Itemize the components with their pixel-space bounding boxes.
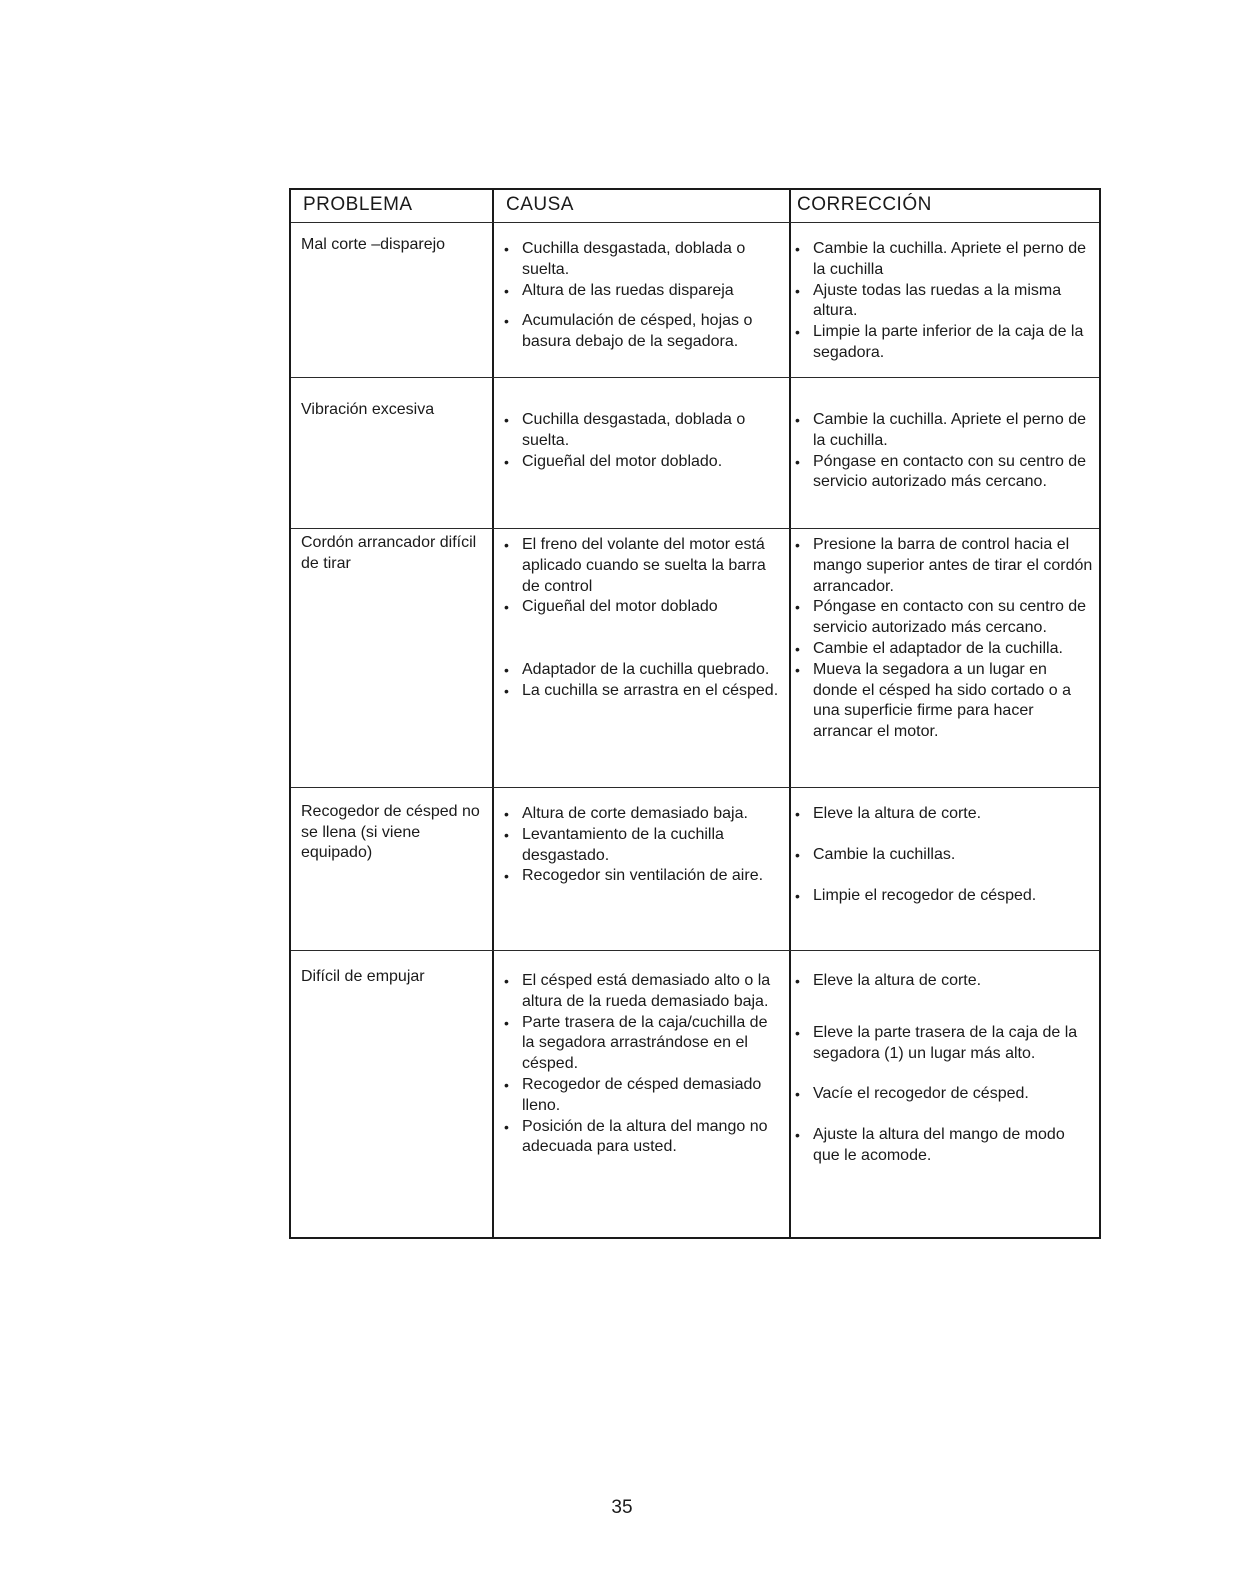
page-number: 35 [611,1497,633,1518]
correction-item: • Póngase en contacto con su centro de servicio autorizado más cercano. [795,452,1093,494]
correction-item: • Mueva la segadora a un lugar en donde el césped ha sido cortado o a una superficie firme para hacer arrancar el motor. [795,660,1093,743]
correction-cell [791,951,1099,1237]
cause-item: • El césped está demasiado alto o la altura de la rueda demasiado baja. [504,971,783,1013]
problem-cell: Recogedor de césped no se llena (si viene equipado) [291,788,494,950]
cause-cell [494,378,791,528]
correction-item: • Eleve la altura de corte. [795,804,1093,825]
correction-item: • Limpie el recogedor de césped. [795,886,1093,907]
problem-cell: Vibración excesiva [291,378,494,528]
cause-item: • Posición de la altura del mango no adecuada para usted. [504,1117,783,1159]
cause-item: • Recogedor de césped demasiado lleno. [504,1075,783,1117]
cause-item: • Cuchilla desgastada, doblada o suelta. [504,410,783,452]
cause-item: • Levantamiento de la cuchilla desgastado. [504,825,783,867]
correction-item: • Cambie la cuchilla. Apriete el perno de la cuchilla [795,239,1093,281]
correction-item: • Ajuste todas las ruedas a la misma altura. [795,281,1093,323]
correction-cell [791,223,1099,377]
cause-item: • Cigueñal del motor doblado. [504,452,783,473]
table-row [291,787,1099,950]
correction-cell [791,788,1099,950]
cause-cell [494,529,791,787]
cause-cell [494,951,791,1237]
cause-item: • La cuchilla se arrastra en el césped. [504,681,783,702]
table-row [291,528,1099,787]
correction-cell [791,378,1099,528]
correction-item: • Ajuste la altura del mango de modo que le acomode. [795,1125,1093,1167]
correction-item: • Eleve la parte trasera de la caja de la segadora (1) un lugar más alto. [795,1023,1093,1065]
cause-item: • Cuchilla desgastada, doblada o suelta. [504,239,783,281]
correction-item: • Cambie el adaptador de la cuchilla. [795,639,1093,660]
correction-item: • Cambie la cuchillas. [795,845,1093,866]
problem-cell: Mal corte –disparejo [291,223,494,377]
correction-item: • Presione la barra de control hacia el mango superior antes de tirar el cordón arrancador. [795,535,1093,597]
correction-item: • Póngase en contacto con su centro de servicio autorizado más cercano. [795,597,1093,639]
correction-item: • Vacíe el recogedor de césped. [795,1084,1093,1105]
correction-item: • Cambie la cuchilla. Apriete el perno de la cuchilla. [795,410,1093,452]
cause-item: • El freno del volante del motor está aplicado cuando se suelta la barra de control [504,535,783,597]
cause-cell [494,223,791,377]
table-header [291,190,1099,222]
table-row [291,950,1099,1237]
table-row [291,222,1099,377]
problem-cell: Cordón arrancador difícil de tirar [291,529,494,787]
correction-item: • Eleve la altura de corte. [795,971,1093,992]
correction-cell [791,529,1099,787]
correction-item: • Limpie la parte inferior de la caja de la segadora. [795,322,1093,364]
header-cause: CAUSA [494,190,791,222]
cause-item: • Cigueñal del motor doblado [504,597,783,618]
problem-cell: Difícil de empujar [291,951,494,1237]
cause-item: • Altura de corte demasiado baja. [504,804,783,825]
cause-item: • Acumulación de césped, hojas o basura debajo de la segadora. [504,311,783,353]
cause-item: • Recogedor sin ventilación de aire. [504,866,783,887]
cause-cell [494,788,791,950]
header-correction: CORRECCIÓN [797,194,932,215]
header-problem: PROBLEMA [291,190,494,222]
table-row [291,377,1099,528]
troubleshooting-table [289,188,1101,1239]
cause-item: • Altura de las ruedas dispareja [504,281,783,302]
cause-item: • Parte trasera de la caja/cuchilla de la segadora arrastrándose en el césped. [504,1013,783,1075]
cause-item: • Adaptador de la cuchilla quebrado. [504,660,783,681]
